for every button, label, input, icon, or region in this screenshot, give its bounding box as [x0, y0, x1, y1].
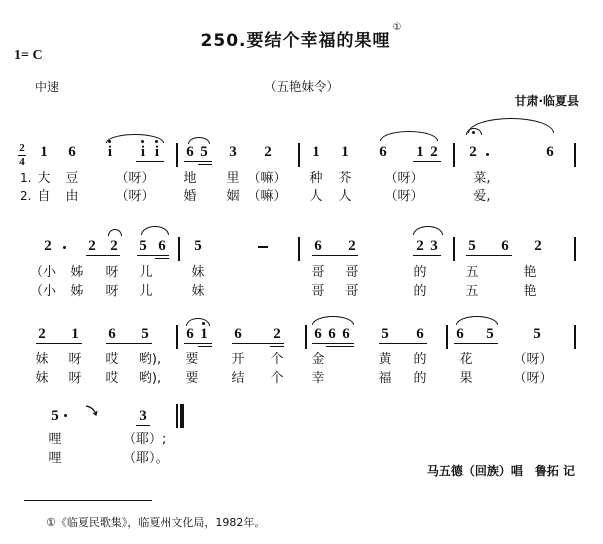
lyric: 艳: [523, 265, 537, 280]
beam: [137, 255, 169, 256]
lyric: 的: [413, 371, 427, 386]
lyric: 哥: [311, 265, 325, 280]
barline: [176, 325, 178, 349]
beam: [136, 161, 164, 162]
beam: [270, 346, 284, 347]
lyric: （耶）。: [123, 451, 169, 466]
lyric: 妹: [35, 371, 49, 386]
beam: [136, 425, 150, 426]
lyric: 金: [311, 352, 325, 367]
lyric: 由: [65, 189, 79, 204]
slur: [106, 134, 164, 143]
note: 2: [88, 238, 96, 254]
note: 6: [186, 326, 194, 342]
note: 6: [546, 144, 554, 160]
lyric: 姊: [70, 284, 84, 299]
lyric: 人: [338, 189, 352, 204]
note: 5: [141, 326, 149, 342]
barline: [446, 325, 448, 349]
lyric: 自: [37, 189, 51, 204]
lyric: 妹: [191, 265, 205, 280]
note: 2: [469, 144, 477, 160]
slur: [108, 229, 122, 236]
lyric: 艳: [523, 284, 537, 299]
note: 1: [71, 326, 79, 342]
note: 1: [416, 144, 424, 160]
lyric: 里: [226, 171, 240, 186]
lyric: 哎: [105, 352, 119, 367]
slur: [380, 131, 438, 141]
performer-credit: 马五德（回族）唱 鲁拓 记: [426, 464, 575, 478]
beam: [106, 343, 152, 344]
lyric: 哟),: [138, 371, 162, 386]
lyric: 姊: [70, 265, 84, 280]
lyric: 妹: [35, 352, 49, 367]
barline: [298, 143, 300, 167]
note: 5: [468, 238, 476, 254]
lyric: （呀）: [513, 352, 553, 367]
note: 6: [501, 238, 509, 254]
slur: [186, 318, 210, 326]
lyric: 个: [270, 352, 284, 367]
lyric: （呀）: [384, 171, 424, 186]
final-barline: [176, 404, 178, 428]
beam: [232, 343, 284, 344]
region-label: 甘肃·临夏县: [514, 94, 579, 108]
lyric: 呀: [105, 265, 119, 280]
beam: [36, 343, 82, 344]
verse-number: 1.: [20, 171, 32, 185]
note: 3: [139, 408, 147, 424]
lyric: （呀）: [115, 171, 155, 186]
note: 5: [51, 408, 59, 424]
lyric: 果: [459, 371, 473, 386]
lyric: 要: [185, 352, 199, 367]
note: 1: [40, 144, 48, 160]
note: 5: [533, 326, 541, 342]
lyric: 哥: [345, 265, 359, 280]
note: 2: [273, 326, 281, 342]
lyric: 哥: [345, 284, 359, 299]
note: 1: [312, 144, 320, 160]
tempo-marking: 中速: [35, 80, 60, 94]
note: 6: [342, 326, 350, 342]
lyric: 个: [270, 371, 284, 386]
beam: [326, 346, 354, 347]
beam: [198, 164, 212, 165]
beam: [184, 343, 212, 344]
lyric: 哩: [48, 432, 62, 447]
lyric: 开: [231, 352, 245, 367]
barline: [305, 325, 307, 349]
augmentation-dot: [486, 153, 489, 156]
note: 3: [229, 144, 237, 160]
augmentation-dot: [63, 246, 66, 249]
note: 2: [430, 144, 438, 160]
lyric: （嘛）: [247, 171, 287, 186]
lyric: 呀: [68, 352, 82, 367]
barline: [574, 237, 576, 261]
beam: [312, 255, 358, 256]
beam: [198, 346, 212, 347]
note: 2: [416, 238, 424, 254]
beam: [454, 343, 498, 344]
beam: [184, 161, 212, 162]
beam: [312, 343, 354, 344]
lyric: （呀）: [384, 189, 424, 204]
footnote: ①《临夏民歌集》，临夏州文化局，1982年。: [46, 516, 266, 529]
lyric: 哩: [48, 451, 62, 466]
lyric: 呀: [68, 371, 82, 386]
note: 3: [430, 238, 438, 254]
note: i: [140, 144, 146, 160]
lyric: 黄: [378, 352, 392, 367]
lyric: 五: [465, 265, 479, 280]
key-signature: 1= C: [14, 48, 43, 63]
note: 5: [381, 326, 389, 342]
lyric: 儿: [139, 284, 153, 299]
lyric: （呀）: [513, 371, 553, 386]
lyric: 芥: [338, 171, 352, 186]
note: 6: [186, 144, 194, 160]
glide-arrow-icon: [85, 404, 101, 418]
note: 6: [314, 326, 322, 342]
note: i: [154, 144, 160, 160]
lyric: 爱,: [473, 189, 491, 204]
extension-dash: [258, 246, 268, 248]
note: 6: [314, 238, 322, 254]
note: 6: [456, 326, 464, 342]
lyric: 的: [413, 352, 427, 367]
lyric: 大: [37, 171, 51, 186]
lyric: 呀: [105, 284, 119, 299]
beam: [413, 161, 441, 162]
barline: [453, 237, 455, 261]
lyric: 姻: [226, 189, 240, 204]
note: 6: [158, 238, 166, 254]
note: 1: [200, 326, 208, 342]
note: 6: [328, 326, 336, 342]
note: 5: [139, 238, 147, 254]
lyric: 五: [465, 284, 479, 299]
barline: [574, 325, 576, 349]
song-title: 250.要结个幸福的果哩①: [200, 22, 403, 51]
barline: [176, 143, 178, 167]
lyric: 豆: [65, 171, 79, 186]
note: 6: [379, 144, 387, 160]
lyric: 哥: [311, 284, 325, 299]
lyric: 地: [183, 171, 197, 186]
fermata-dot: [472, 131, 475, 134]
lyric: 幸: [311, 371, 325, 386]
lyric: （嘛）: [247, 189, 287, 204]
beam: [379, 343, 427, 344]
note: 6: [68, 144, 76, 160]
note: 2: [110, 238, 118, 254]
note: 2: [348, 238, 356, 254]
beam: [155, 258, 169, 259]
lyric: 福: [378, 371, 392, 386]
lyric: 婚: [183, 189, 197, 204]
note: 5: [200, 144, 208, 160]
lyric: 哟),: [138, 352, 162, 367]
slur: [413, 226, 443, 235]
time-signature: 2 4: [19, 142, 25, 168]
verse-number: 2.: [20, 189, 32, 203]
lyric: 要: [185, 371, 199, 386]
lyric: 花: [459, 352, 473, 367]
lyric: 结: [231, 371, 245, 386]
beam: [86, 255, 120, 256]
barline: [178, 237, 180, 261]
barline: [298, 237, 300, 261]
slur: [141, 226, 169, 235]
lyric: 菜,: [473, 171, 491, 186]
lyric: 的: [413, 284, 427, 299]
lyric: 妹: [191, 284, 205, 299]
lyric: 儿: [139, 265, 153, 280]
barline: [453, 143, 455, 167]
slur: [456, 316, 498, 325]
note: 5: [486, 326, 494, 342]
note: 6: [416, 326, 424, 342]
augmentation-dot: [64, 414, 67, 417]
lyric: （耶）;: [123, 432, 167, 447]
note: 6: [234, 326, 242, 342]
lyric: （小: [30, 284, 57, 299]
tune-name: （五艳妹令）: [263, 79, 339, 94]
slur: [312, 316, 354, 325]
note: 2: [264, 144, 272, 160]
lyric: （呀）: [115, 189, 155, 204]
note: 1: [341, 144, 349, 160]
lyric: 哎: [105, 371, 119, 386]
note: 2: [38, 326, 46, 342]
beam: [466, 255, 512, 256]
footnote-divider: [24, 500, 152, 501]
beam: [413, 255, 441, 256]
lyric: 种: [309, 171, 323, 186]
lyric: 的: [413, 265, 427, 280]
lyric: 人: [309, 189, 323, 204]
note: i: [107, 144, 113, 160]
note: 2: [534, 238, 542, 254]
slur: [188, 137, 210, 144]
final-barline-thick: [180, 404, 184, 428]
note: 2: [44, 238, 52, 254]
note: 6: [108, 326, 116, 342]
note: 5: [194, 238, 202, 254]
lyric: （小: [30, 265, 57, 280]
barline: [574, 143, 576, 167]
